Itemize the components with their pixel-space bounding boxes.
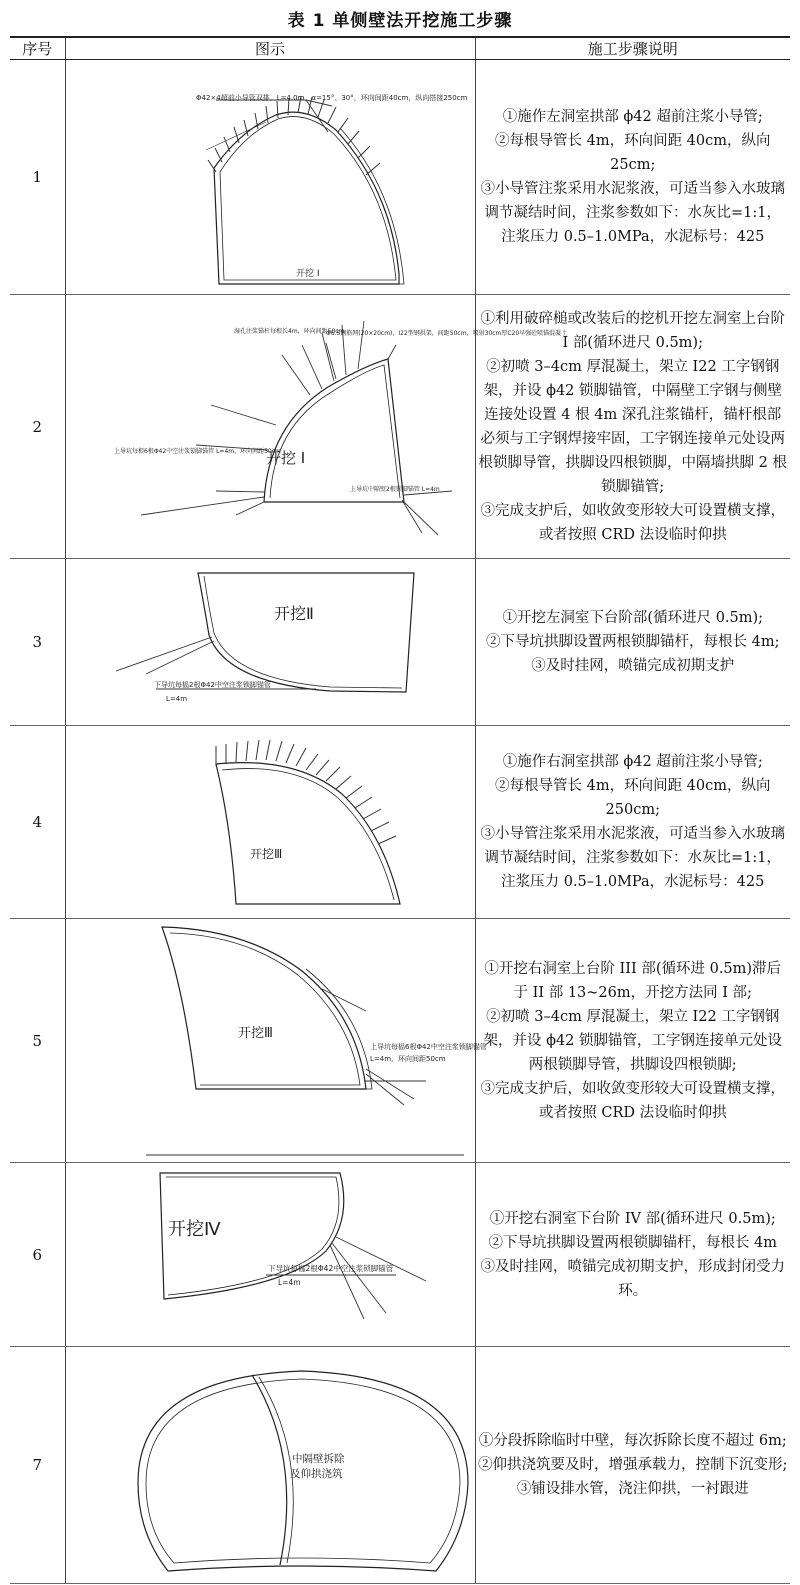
step-item: ②下导坑拱脚设置两根锁脚锚杆，每根长 4m <box>488 1234 778 1251</box>
step-figure <box>65 1163 475 1347</box>
excavation-label: 开挖 I <box>295 269 320 279</box>
step-figure <box>65 559 475 726</box>
pipe-note: Φ42×4超前小导管双排，L=4.0m，α=15°、30°，环向间距40cm，纵向搭接250cm <box>195 94 467 102</box>
step-description <box>475 1163 790 1347</box>
step-item: ①利用破碎槌或改装后的挖机开挖左洞室上台阶 I 部(循环进尺 0.5m); <box>480 310 785 351</box>
step-item: ②初喷 3–4cm 厚混凝土，架立 I22 工字钢钢架，并设 ϕ42 锁脚锚管，中隔壁工字钢与侧壁连接处设置 4 根 4m 深孔注浆锚杆，锚杆根部必须与工字钢焊接牢固，工字钢连接单元处设两根锁脚导管，拱脚设四根锁脚，中隔墙拱脚 2 根锁脚锚管; <box>478 358 787 495</box>
table-row <box>10 1163 790 1347</box>
support-note: Φ6.5钢筋网(20×20cm)，I22型钢拱架，间距50cm，喷射30cm厚C20早强砼喷锚混凝土 <box>325 330 567 337</box>
step-item: ①分段拆除临时中壁，每次拆除长度不超过 6m; <box>478 1433 787 1449</box>
step-figure <box>65 60 475 295</box>
excavation-diagram-6 <box>66 1163 476 1346</box>
lower-anchor-length: L=4m <box>165 695 187 703</box>
step-description <box>475 726 790 919</box>
table-row <box>10 1347 790 1584</box>
table-row <box>10 726 790 919</box>
header-no: 序号 <box>10 37 65 60</box>
excavation-diagram-3 <box>66 559 476 725</box>
header-desc: 施工步骤说明 <box>475 37 790 60</box>
step-description <box>475 559 790 726</box>
table-row <box>10 559 790 726</box>
step-item: ①开挖右洞室下台阶 IV 部(循环进尺 0.5m); <box>489 1210 776 1227</box>
step-item: ②每根导管长 4m，环向间距 40cm，纵向 25cm; <box>494 133 771 173</box>
step-figure <box>65 726 475 919</box>
step-figure <box>65 295 567 559</box>
table-row <box>10 919 790 1163</box>
step-item: ②下导坑拱脚设置两根锁脚锚杆，每根长 4m; <box>486 634 780 650</box>
step-number: 7 <box>10 1347 65 1584</box>
step-item: ③及时挂网，喷锚完成初期支护，形成封闭受力环。 <box>480 1258 785 1299</box>
step-number: 4 <box>10 726 65 919</box>
step-item: ①开挖右洞室上台阶 III 部(循环进 0.5m)滞后于 II 部 13~26m，开挖方法同 I 部; <box>484 960 782 1001</box>
step-item: ②每根导管长 4m，环向间距 40cm，纵向 250cm; <box>494 778 771 818</box>
step-number: 5 <box>10 919 65 1163</box>
middle-wall-note: 上导坑中隔壁2根锁脚锚管 L=4m <box>349 486 440 493</box>
lower-anchor-note: 下导坑每榀2根Φ42中空注浆锁脚锚管 <box>267 1264 393 1273</box>
invert-label: 及仰拱浇筑 <box>289 1468 342 1480</box>
excavation-label: 开挖Ⅲ <box>237 1026 273 1041</box>
step-number: 6 <box>10 1163 65 1347</box>
step-item: ②仰拱浇筑要及时，增强承载力，控制下沉变形; <box>478 1457 788 1473</box>
table-row <box>10 60 790 295</box>
step-item: ③完成支护后，如收敛变形较大可设置横支撑，或者按照 CRD 法设临时仰拱 <box>480 1080 785 1121</box>
step-item: ③小导管注浆采用水泥浆液，可适当参入水玻璃调节凝结时间，注浆参数如下：水灰比=1:1，注浆压力 0.5–1.0MPa，水泥标号：425 <box>480 826 785 890</box>
step-item: ③及时挂网，喷锚完成初期支护 <box>531 658 735 674</box>
step-description <box>475 919 790 1163</box>
anchor-note: 湿孔注浆锚杆每根长4m，环向间距50cm <box>233 328 344 335</box>
step-description <box>475 60 790 295</box>
step-item: ③完成支护后，如收敛变形较大可设置横支撑，或者按照 CRD 法设临时仰拱 <box>480 502 785 543</box>
step-number: 2 <box>10 295 65 559</box>
upper-anchor-note: 上导坑每根6根Φ42中空注浆锁脚锚管 L=4m，环向间距50cm <box>113 448 281 455</box>
table-row <box>10 295 790 559</box>
step-figure <box>65 1347 475 1584</box>
step-number: 3 <box>10 559 65 726</box>
lower-anchor-length: L=4m <box>277 1278 301 1287</box>
excavation-label: 开挖Ⅳ <box>167 1219 221 1240</box>
excavation-label: 开挖Ⅱ <box>273 604 314 623</box>
step-item: ①施作左洞室拱部 ϕ42 超前注浆小导管; <box>502 109 763 125</box>
step-figure <box>65 919 487 1163</box>
step-item: ①开挖左洞室下台阶部(循环进尺 0.5m); <box>502 610 764 626</box>
table-header-row <box>10 37 790 60</box>
header-figure: 图示 <box>65 37 475 60</box>
table-title: 表 1 单侧壁法开挖施工步骤 <box>287 11 513 31</box>
excavation-diagram-4 <box>66 726 476 918</box>
lower-anchor-note: 下导坑每榀2根Φ42中空注浆锁脚锚管 <box>153 681 271 689</box>
step-item: ①施作右洞室拱部 ϕ42 超前注浆小导管; <box>502 754 763 770</box>
excavation-diagram-5 <box>66 919 487 1162</box>
upper-anchor-spacing: L=4m，环向间距50cm <box>369 1055 446 1063</box>
upper-anchor-note: 上导坑每榀6根Φ42中空注浆锁脚锚管 <box>369 1043 487 1051</box>
excavation-diagram-2 <box>66 295 567 558</box>
step-item: ③小导管注浆采用水泥浆液，可适当参入水玻璃调节凝结时间，注浆参数如下：水灰比=1:1，注浆压力 0.5–1.0MPa，水泥标号：425 <box>480 181 785 245</box>
excavation-label: 开挖Ⅲ <box>249 847 282 861</box>
excavation-diagram-7 <box>66 1347 476 1583</box>
excavation-diagram-1 <box>66 60 476 294</box>
excavation-label: 开挖 I <box>265 449 305 467</box>
removal-label: 中隔壁拆除 <box>291 1453 344 1465</box>
step-item: ②初喷 3–4cm 厚混凝土，架立 I22 工字钢钢架，并设 ϕ42 锁脚锚管，工字钢连接单元处设两根锁脚导管，拱脚设四根锁脚; <box>483 1008 783 1073</box>
step-description <box>475 1347 790 1584</box>
step-number: 1 <box>10 60 65 295</box>
construction-steps-table <box>10 36 790 1584</box>
step-item: ③铺设排水管，浇注仰拱，一衬跟进 <box>516 1481 749 1497</box>
